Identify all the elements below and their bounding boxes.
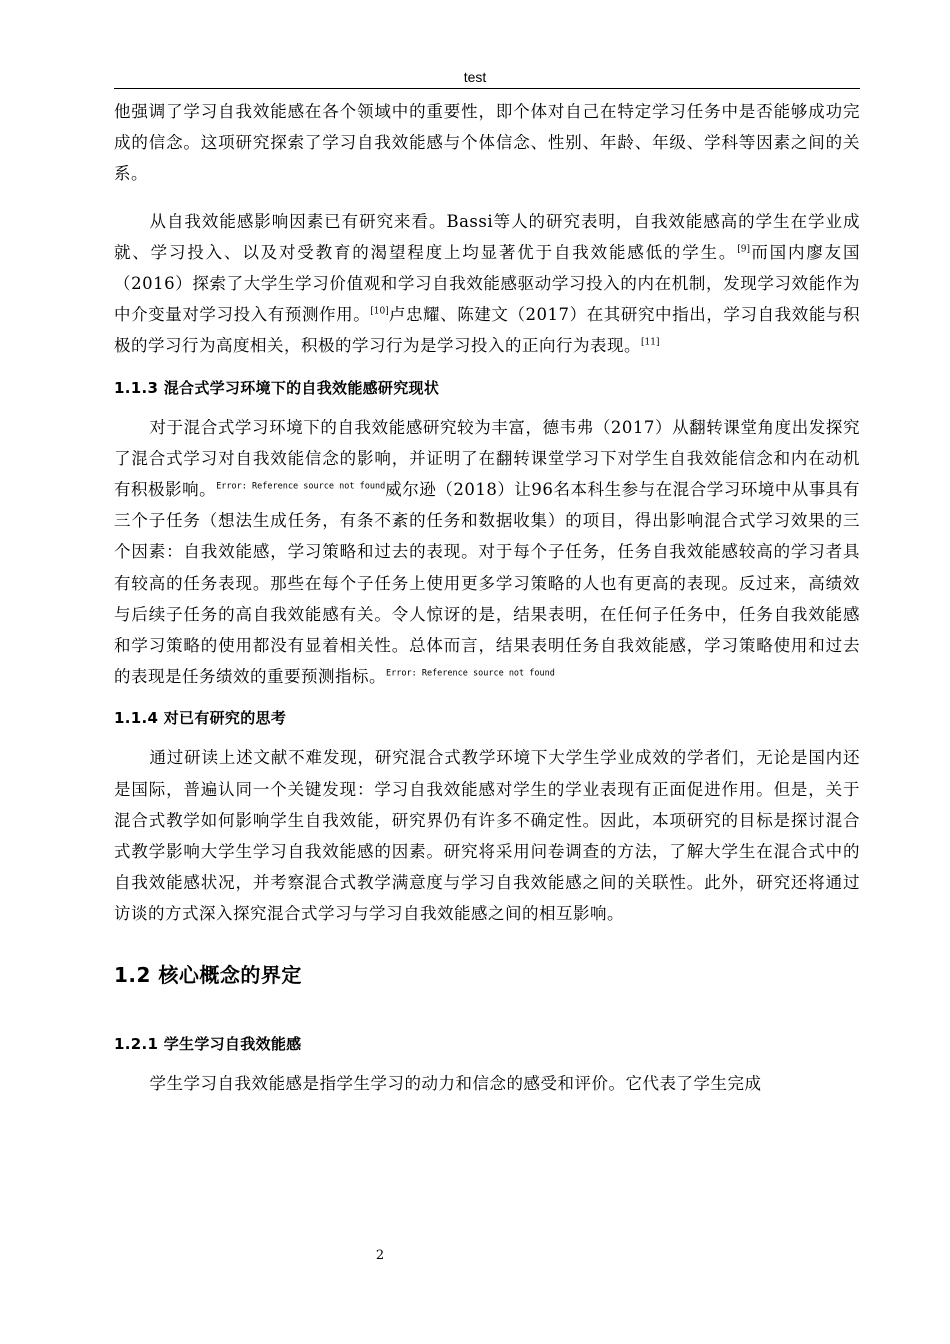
citation[interactable]: [10] [370, 306, 389, 317]
paragraph-text: 从自我效能感影响因素已有研究来看。Bassi等人的研究表明，自我效能感高的学生在学业成就、学习投入、以及对受教育的渴望程度上均显著优于自我效能感低的学生。 [114, 211, 860, 262]
section-heading-1-1-3: 1.1.3 混合式学习环境下的自我效能感研究现状 [114, 378, 440, 397]
paragraph-text: 而国内廖友国（2016）探索了大学生学习价值观和学习自我效能感驱动学习投入的内在机制，发现学习效能作为中介变量对学习投入有预测作用。 [114, 242, 861, 325]
paragraph [114, 742, 860, 929]
paragraph [114, 1068, 860, 1099]
citation[interactable]: [9] [737, 244, 751, 255]
page-body [114, 96, 860, 1099]
paragraph [114, 412, 860, 693]
paragraph [114, 96, 860, 190]
reference-error[interactable]: Error: Reference source not found [216, 481, 386, 492]
section-heading-1-2: 1.2 核心概念的界定 [114, 962, 302, 987]
header-rule [114, 88, 860, 89]
paragraph-text: 学生学习自我效能感是指学生学习的动力和信念的感受和评价。它代表了学生完成 [149, 1073, 762, 1093]
paragraph-text: 通过研读上述文献不难发现，研究混合式教学环境下大学生学业成效的学者们，无论是国内还是国际，普遍认同一个关键发现：学习自我效能感对学生的学业表现有正面促进作用。但是，关于混合式教学如何影响学生自我效能，研究界仍有许多不确定性。因此，本项研究的目标是探讨混合式教学影响大学生学习自我效能感的因素。研究将采用问卷调查的方法，了解大学生在混合式中的自我效能感状况，并考察混合式教学满意度与学习自我效能感之间的关联性。此外，研究还将通过访谈的方式深入探究混合式学习与学习自我效能感之间的相互影响。 [114, 748, 860, 924]
section-heading-1-2-1: 1.2.1 学生学习自我效能感 [114, 1034, 302, 1053]
citation[interactable]: [11] [641, 337, 660, 348]
running-header: test [463, 69, 487, 85]
paragraph-text: 卢忠耀、陈建文（2017）在其研究中指出，学习自我效能与积极的学习行为高度相关，积极的学习行为是学习投入的正向行为表现。 [114, 305, 861, 356]
paragraph-text: 对于混合式学习环境下的自我效能感研究较为丰富，德韦弗（2017）从翻转课堂角度出发探究了混合式学习对自我效能信念的影响，并证明了在翻转课堂学习下对学生自我效能信念和内在动机有积极影响。 [114, 417, 860, 500]
reference-error[interactable]: Error: Reference source not found [386, 668, 555, 679]
page-number: 2 [375, 1248, 385, 1263]
paragraph [114, 206, 860, 362]
paragraph-text: 威尔逊（2018）让96名本科生参与在混合学习环境中从事具有三个子任务（想法生成任务，有条不紊的任务和数据收集）的项目，得出影响混合式学习效果的三个因素：自我效能感，学习策略和过去的表现。对于每个子任务，任务自我效能感较高的学习者具有较高的任务表现。那些在每个子任务上使用更多学习策略的人也有更高的表现。反过来，高绩效与后续子任务的高自我效能感有关。令人惊讶的是，结果表明，在任何子任务中，任务自我效能感和学习策略的使用都没有显着相关性。总体而言，结果表明任务自我效能感，学习策略使用和过去的表现是任务绩效的重要预测指标。 [114, 480, 860, 687]
section-heading-1-1-4: 1.1.4 对已有研究的思考 [114, 709, 287, 728]
paragraph-text: 他强调了学习自我效能感在各个领域中的重要性，即个体对自己在特定学习任务中是否能够成功完成的信念。这项研究探索了学习自我效能感与个体信念、性别、年龄、年级、学科等因素之间的关系。 [114, 102, 860, 184]
